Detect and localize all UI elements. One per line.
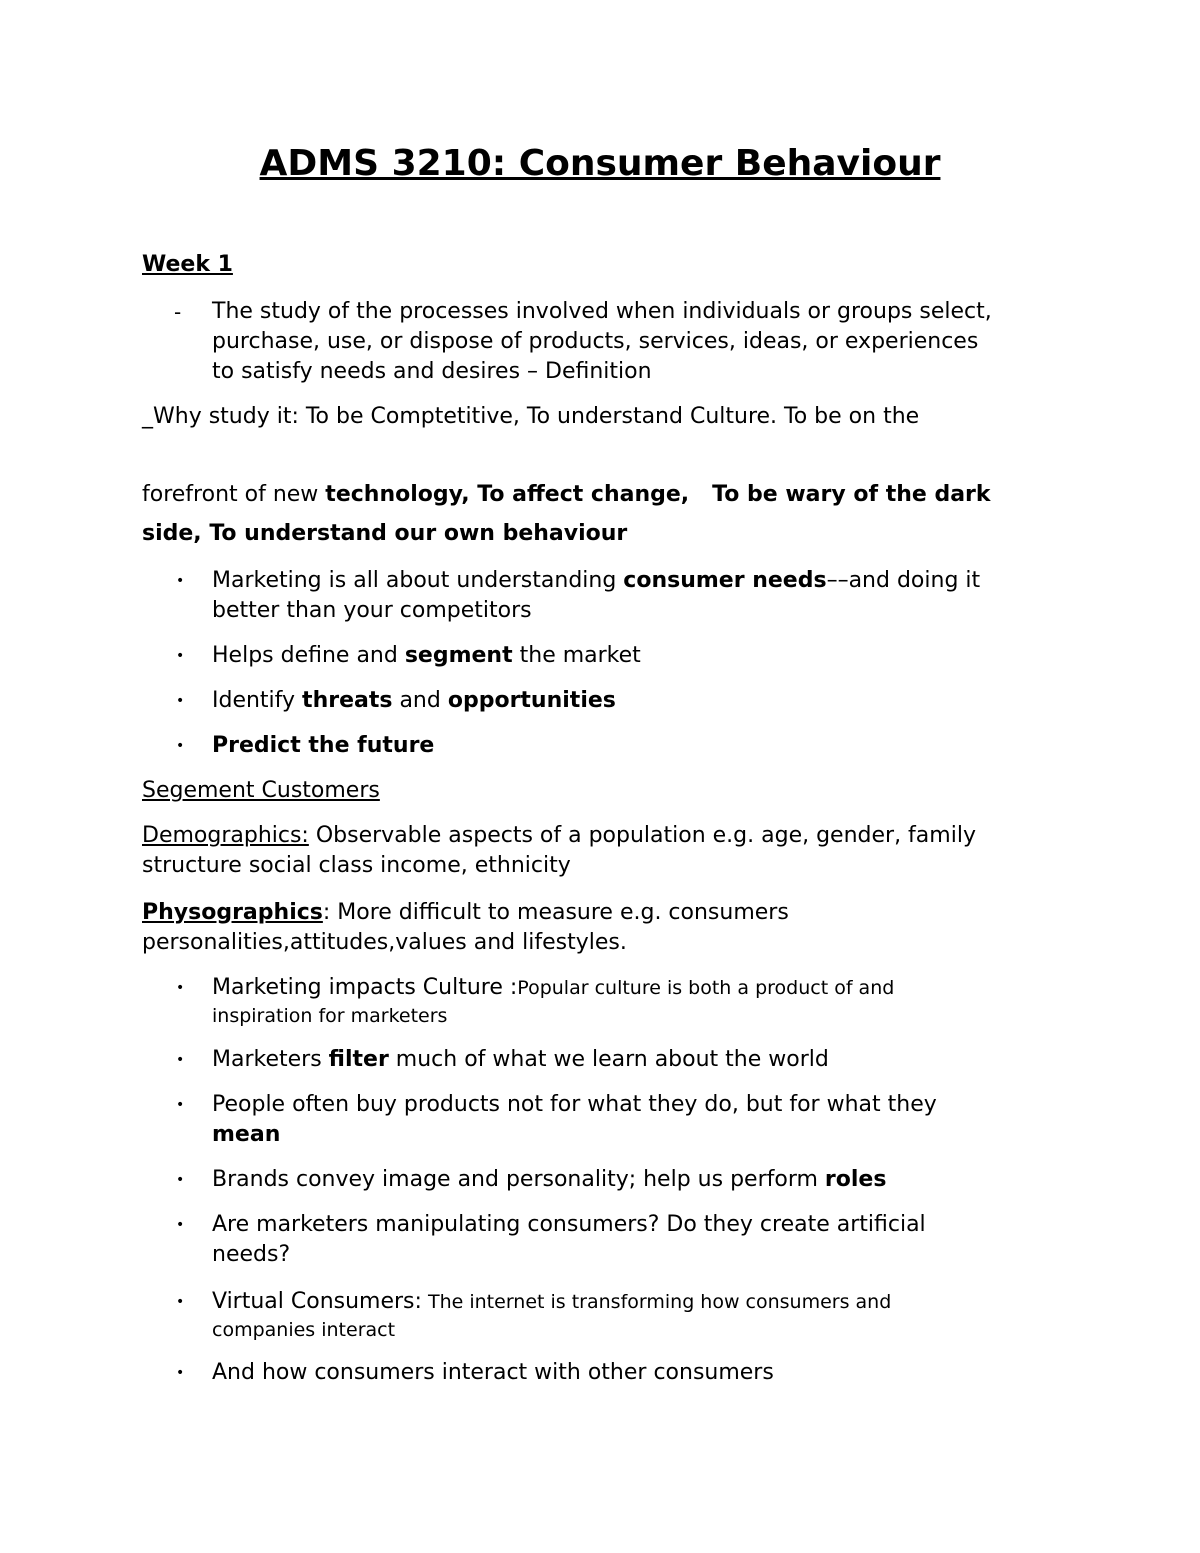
bullet-icon: • [176,1172,185,1188]
definition-line-3: to satisfy needs and desires – Definition [212,359,652,384]
bullet-item-mean [212,1090,1092,1150]
bullet-icon: • [176,648,185,664]
text: Observable aspects of a population e.g. age, gender, family [308,823,976,848]
dash-marker: - [174,300,182,324]
text: Brands convey image and personality; help us perform [212,1167,825,1192]
bullet-icon: • [176,1217,185,1233]
bold-text: roles [824,1167,887,1192]
physographics-line-2: personalities,attitudes,values and lifestyles. [142,930,627,955]
text: Marketing is all about understanding [212,568,624,593]
bold-text: mean [212,1122,281,1147]
why-study-bold: technology, To affect change, To be wary of the dark [325,482,991,507]
text: People often buy products not for what they do, but for what they [212,1092,937,1117]
bullet-icon: • [176,738,185,754]
bullet-icon: • [176,1052,185,1068]
bullet-item-virtual [212,1287,1092,1344]
definition-item [212,297,1092,387]
definition-line-1: The study of the processes involved when individuals or groups select, [212,299,992,324]
demographics-label: Demographics: [142,823,309,848]
why-study-line-1: _Why study it: To be Comptetitive, To understand Culture. To be on the [142,404,920,429]
bold-text: consumer needs [623,568,827,593]
why-study-plain: forefront of new [142,482,326,507]
small-text: The internet is transforming how consumers and [421,1291,892,1313]
text: much of what we learn about the world [388,1047,829,1072]
segment-heading: Segement Customers [142,778,380,803]
demographics-line-1 [142,821,976,851]
why-study-line-2 [142,480,991,510]
bullet-item-filter [212,1045,1092,1075]
bold-text: threats [302,688,393,713]
text: needs? [212,1242,291,1267]
small-text: companies interact [212,1319,396,1341]
text: Marketing impacts Culture : [212,975,518,1000]
text: Virtual Consumers: [212,1289,422,1314]
bullet-item-consumer-needs [212,566,1092,626]
small-text: inspiration for marketers [212,1005,448,1027]
text: Marketers [212,1047,329,1072]
bullet-icon: • [176,1097,185,1113]
bullet-icon: • [176,573,185,589]
text: Identify [212,688,303,713]
bullet-item-interact: And how consumers interact with other consumers [212,1360,774,1385]
text: Are marketers manipulating consumers? Do they create artificial [212,1212,926,1237]
page-title: ADMS 3210: Consumer Behaviour [259,143,941,184]
text: the market [512,643,641,668]
bullet-item-threats [212,686,1092,716]
text: better than your competitors [212,598,532,623]
bullet-item-segment [212,641,1092,671]
bold-text: segment [404,643,513,668]
bullet-icon: • [176,980,185,996]
bullet-item-predict: Predict the future [212,733,435,758]
text: ––and doing it [826,568,981,593]
text: and [392,688,448,713]
physographics-line-1 [142,898,789,928]
week-heading: Week 1 [142,252,233,277]
bullet-icon: • [176,1294,185,1310]
why-study-line-3: side, To understand our own behaviour [142,521,628,546]
text: Helps define and [212,643,405,668]
definition-line-2: purchase, use, or dispose of products, services, ideas, or experiences [212,329,979,354]
bullet-item-culture [212,973,1092,1030]
bullet-item-manipulating [212,1210,1092,1270]
physographics-label: Physographics [142,900,323,925]
bullet-icon: • [176,1365,185,1381]
text: : More difficult to measure e.g. consumers [322,900,789,925]
demographics-line-2: structure social class income, ethnicity [142,853,571,878]
bold-text: filter [328,1047,389,1072]
bold-text: opportunities [447,688,616,713]
small-text: Popular culture is both a product of and [517,977,895,999]
bullet-item-roles [212,1165,1092,1195]
bullet-icon: • [176,693,185,709]
